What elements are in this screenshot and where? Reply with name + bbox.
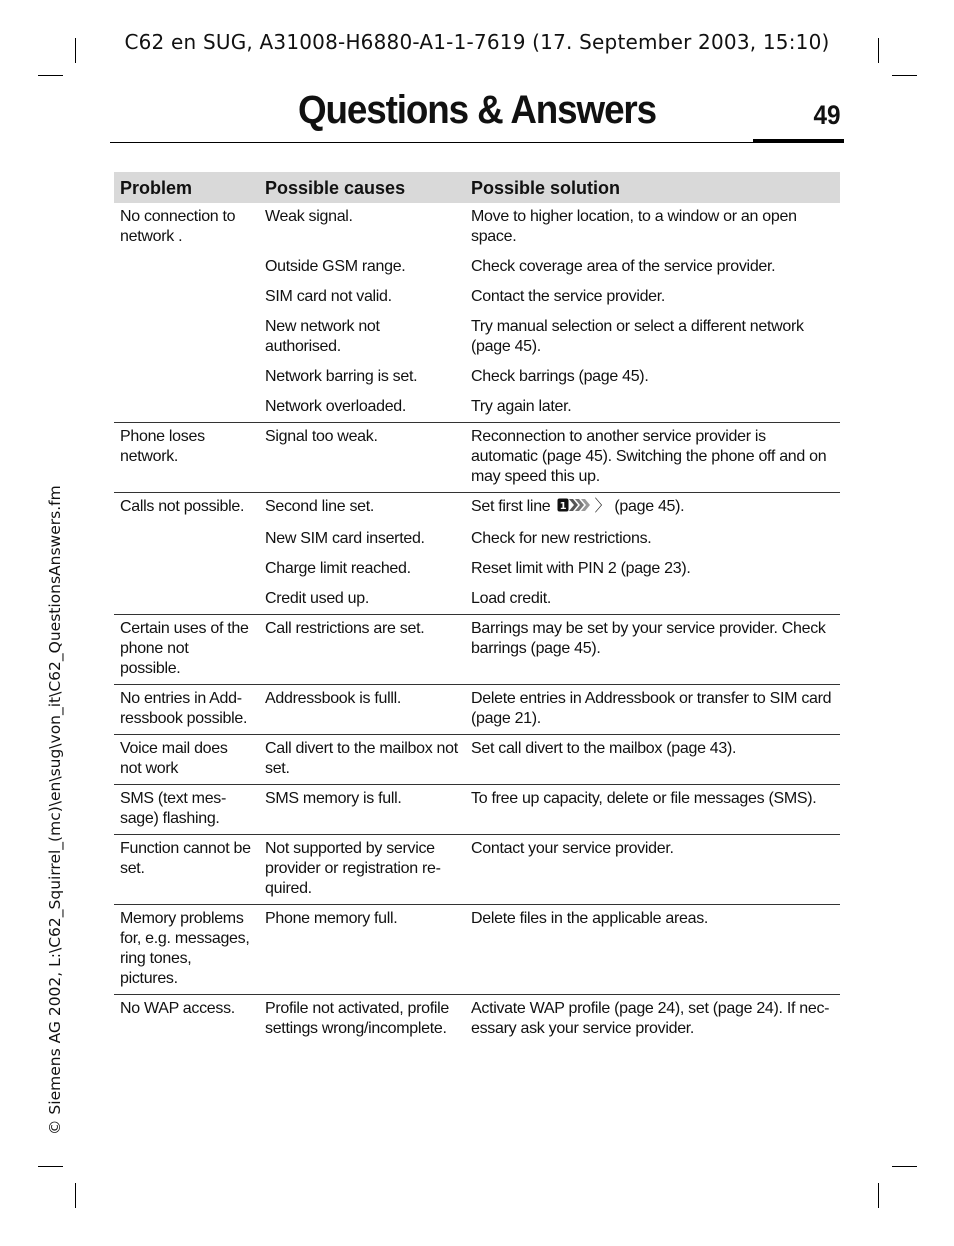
table-row <box>114 524 840 554</box>
table-row <box>114 584 840 615</box>
solution-cell: Move to higher location, to a window or an open space. <box>471 208 797 245</box>
problem-cell: No WAP access. <box>120 1000 235 1017</box>
cause-cell: Second line set. <box>265 498 375 515</box>
svg-text:1: 1 <box>559 501 566 512</box>
solution-cell: Reconnection to another service provider is automatic (page 45). Switching the phone off and on may speed this up. <box>465 423 840 493</box>
table-row <box>114 995 840 1045</box>
problem-cell <box>114 554 259 584</box>
table-row <box>114 312 840 362</box>
table-row <box>114 362 840 392</box>
cause-cell: Charge limit reached. <box>265 560 411 577</box>
table-row <box>114 493 840 525</box>
solution-cell: Reset limit with PIN 2 (page 23). <box>471 560 691 577</box>
table-row <box>114 252 840 282</box>
table-row <box>114 615 840 685</box>
cause-cell: Call divert to the mailbox not set. <box>259 735 465 785</box>
solution-cell: Check for new restrictions. <box>471 530 652 547</box>
solution-cell: Load credit. <box>465 584 840 615</box>
solution-cell: Barrings may be set by your service provider. Check barrings (page 45). <box>465 615 840 685</box>
problem-cell: Function cannot be set. <box>114 835 259 905</box>
table-row <box>114 785 840 835</box>
problem-cell <box>114 282 259 312</box>
cause-cell: Signal too weak. <box>259 423 465 493</box>
solution-cell: Delete entries in Addressbook or transfer to SIM card (page 21). <box>465 685 840 735</box>
crop-mark <box>892 1166 917 1167</box>
cause-cell: Credit used up. <box>259 584 465 615</box>
cause-cell: Weak signal. <box>265 208 353 225</box>
cause-cell: Network barring is set. <box>265 368 418 385</box>
problem-cell: Calls not possible. <box>120 498 245 515</box>
table-row <box>114 685 840 735</box>
problem-cell <box>114 584 259 615</box>
table-row <box>114 905 840 995</box>
crop-mark <box>38 1166 63 1167</box>
table-row <box>114 203 840 252</box>
cause-cell: Addressbook is fulll. <box>259 685 465 735</box>
crop-mark <box>75 1183 76 1208</box>
cause-cell: Phone memory full. <box>259 905 465 995</box>
problem-cell <box>114 312 259 362</box>
table-row <box>114 282 840 312</box>
title-rule-accent <box>753 139 844 143</box>
problem-cell <box>114 252 259 282</box>
problem-cell <box>114 362 259 392</box>
solution-cell: Set call divert to the mailbox (page 43). <box>465 735 840 785</box>
cause-cell: Call restrictions are set. <box>259 615 465 685</box>
problem-cell: Phone loses network. <box>114 423 259 493</box>
cause-cell: Outside GSM range. <box>265 258 406 275</box>
cause-cell: SMS memory is full. <box>259 785 465 835</box>
problem-cell: SMS (text mes-sage) flashing. <box>114 785 259 835</box>
key-1-scroll-icon <box>557 497 593 519</box>
page-number: 49 <box>813 100 841 130</box>
column-header-solution: Possible solution <box>465 172 840 203</box>
table-row <box>114 735 840 785</box>
problem-cell <box>114 524 259 554</box>
table-row <box>114 835 840 905</box>
solution-cell: Try manual selection or select a different network (page 45). <box>471 318 804 355</box>
problem-cell: No entries in Add-ressbook possible. <box>114 685 259 735</box>
problem-cell <box>114 392 259 423</box>
cause-cell: Profile not activated, profile settings wrong/incomplete. <box>265 1000 449 1037</box>
crop-mark <box>38 75 63 76</box>
solution-cell: Activate WAP profile (page 24), set (page 24). If nec-essary ask your service provider. <box>471 1000 830 1037</box>
page-title: Questions & Answers <box>297 88 657 132</box>
solution-text: Set first line <box>471 498 551 515</box>
document-header: C62 en SUG, A31008-H6880-A1-1-7619 (17. September 2003, 15:10) <box>124 30 830 54</box>
problem-cell: No connection to network . <box>120 208 236 245</box>
column-header-problem: Problem <box>114 172 259 203</box>
solution-cell <box>465 493 840 525</box>
solution-cell: Contact the service provider. <box>471 288 666 305</box>
solution-cell: Check coverage area of the service provider. <box>471 258 776 275</box>
crop-mark <box>878 1183 879 1208</box>
table-row <box>114 554 840 584</box>
solution-cell: Try again later. <box>465 392 840 423</box>
table-row <box>114 392 840 423</box>
cause-cell: New network not authorised. <box>265 318 380 355</box>
title-rule <box>110 142 844 143</box>
cause-cell: Network overloaded. <box>259 392 465 423</box>
cause-cell: New SIM card inserted. <box>265 530 425 547</box>
table-header-row <box>114 172 840 203</box>
problem-cell: Certain uses of the phone not possible. <box>114 615 259 685</box>
solution-cell: Delete files in the applicable areas. <box>465 905 840 995</box>
column-header-causes: Possible causes <box>259 172 465 203</box>
table-row <box>114 423 840 493</box>
problem-cell: Memory problems for, e.g. messages, ring tones, pictures. <box>114 905 259 995</box>
side-file-note: © Siemens AG 2002, L:\C62_Squirrel_(mc)\en\sug\von_it\C62_QuestionsAnswers.fm <box>46 485 64 1135</box>
crop-mark <box>892 75 917 76</box>
questions-answers-table <box>114 172 840 1044</box>
problem-cell: Voice mail does not work <box>114 735 259 785</box>
solution-text: 〉 (page 45). <box>594 498 685 515</box>
solution-cell: Check barrings (page 45). <box>471 368 649 385</box>
solution-cell: Contact your service provider. <box>465 835 840 905</box>
cause-cell: SIM card not valid. <box>265 288 392 305</box>
solution-cell: To free up capacity, delete or file messages (SMS). <box>465 785 840 835</box>
cause-cell: Not supported by service provider or registration re-quired. <box>259 835 465 905</box>
